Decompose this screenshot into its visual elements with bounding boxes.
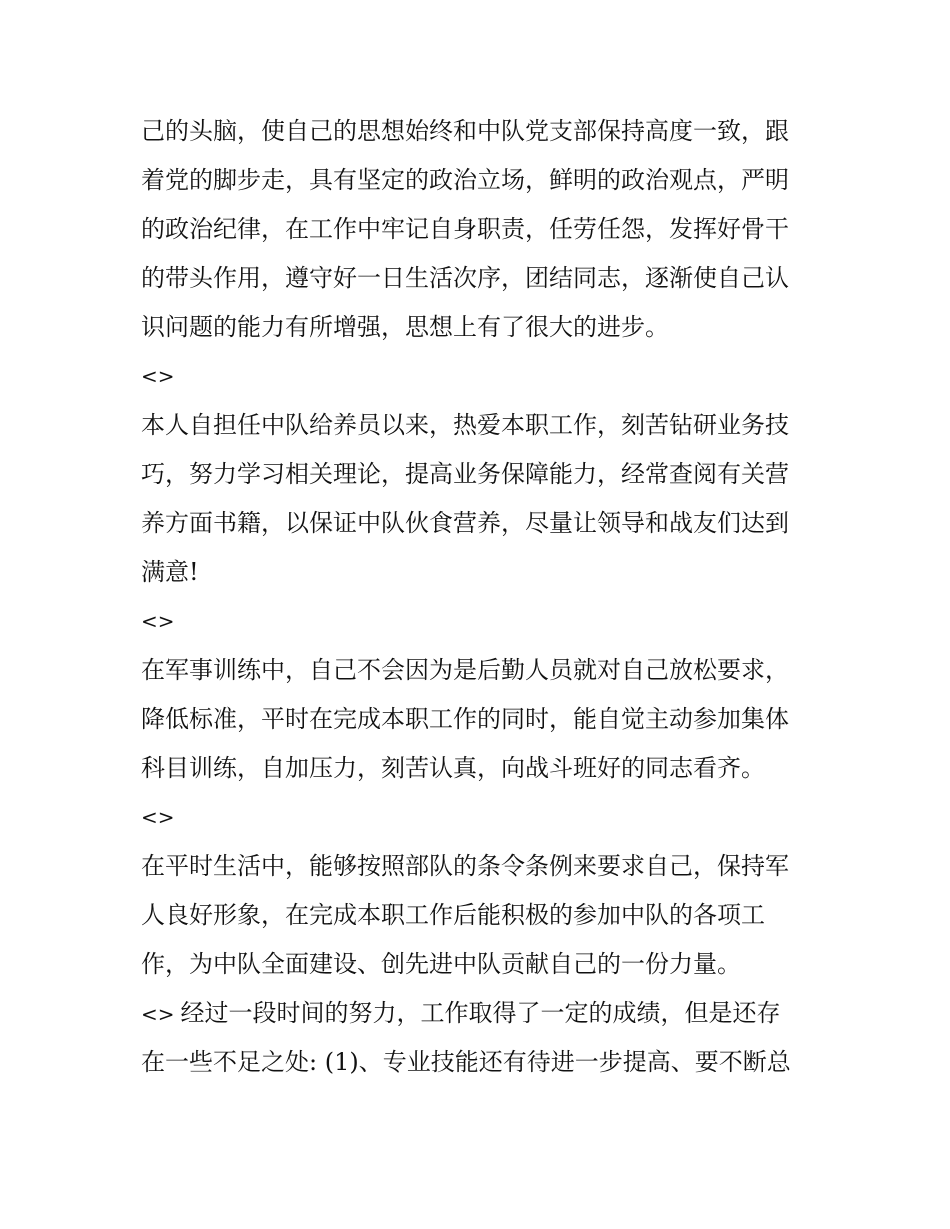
text-line: 本人自担任中队给养员以来，热爱本职工作，刻苦钻研业务技 <box>141 411 789 439</box>
text-line <box>141 989 821 1038</box>
text-line: 识问题的能力有所增强，思想上有了很大的进步。 <box>141 313 669 341</box>
text-line: 降低标准，平时在完成本职工作的同时，能自觉主动参加集体 <box>141 705 789 733</box>
text-fragment: 经过一段时间的努力，工作取得了一定的成绩，但是还存 <box>180 999 781 1027</box>
paragraph-marker: <> <box>141 1002 175 1026</box>
paragraph-shortcomings <box>141 989 821 1087</box>
paragraph-marker: <> <box>141 609 175 633</box>
text-line: 的带头作用，遵守好一日生活次序，团结同志，逐渐使自己认 <box>141 264 789 292</box>
text-line: 养方面书籍，以保证中队伙食营养，尽量让领导和战友们达到 <box>141 509 789 537</box>
document-body <box>141 107 821 1087</box>
paragraph-marker: <> <box>141 805 175 829</box>
paragraph-job-duties <box>141 401 821 597</box>
text-line: 作，为中队全面建设、创先进中队贡献自己的一份力量。 <box>141 950 741 978</box>
text-line: 在军事训练中，自己不会因为是后勤人员就对自己放松要求， <box>141 656 789 684</box>
text-line: 科目训练，自加压力，刻苦认真，向战斗班好的同志看齐。 <box>141 754 765 782</box>
text-line: 人良好形象，在完成本职工作后能积极的参加中队的各项工 <box>141 901 765 929</box>
paragraph-marker: <> <box>141 364 175 388</box>
text-line: 满意! <box>141 558 199 586</box>
text-line: 巧，努力学习相关理论，提高业务保障能力，经常查阅有关营 <box>141 460 789 488</box>
text-line: 的政治纪律，在工作中牢记自身职责，任劳任怨，发挥好骨干 <box>141 215 789 243</box>
text-line: 在一些不足之处: (1)、专业技能还有待进一步提高、要不断总 <box>141 1048 791 1076</box>
text-line: 己的头脑，使自己的思想始终和中队党支部保持高度一致，跟 <box>141 117 789 145</box>
paragraph-political-thought <box>141 107 821 352</box>
paragraph-military-training <box>141 646 821 793</box>
text-line: 在平时生活中，能够按照部队的条令条例来要求自己，保持军 <box>141 852 789 880</box>
paragraph-daily-life <box>141 842 821 989</box>
text-line: 着党的脚步走，具有坚定的政治立场，鲜明的政治观点，严明 <box>141 166 789 194</box>
